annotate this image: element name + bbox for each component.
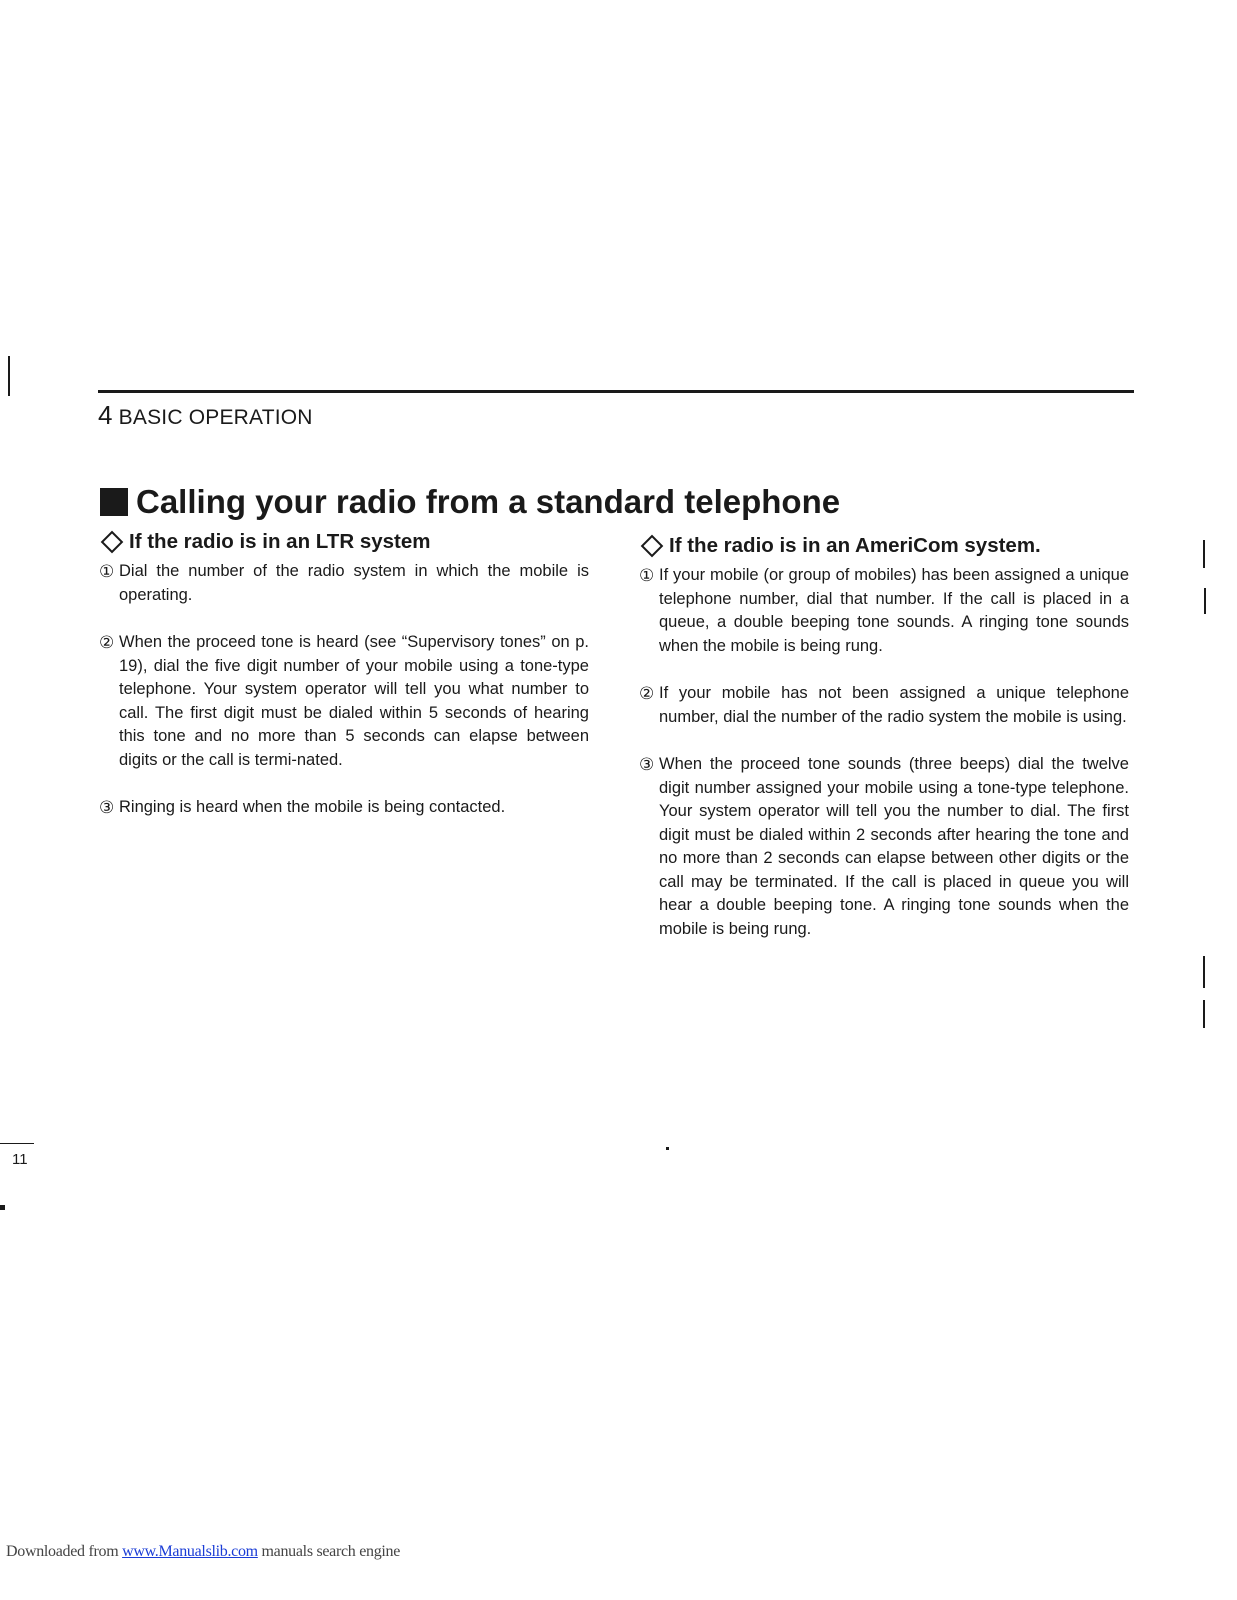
left-heading-text: If the radio is in an LTR system (129, 530, 431, 554)
scan-mark (666, 1147, 669, 1150)
header-rule (98, 390, 1134, 393)
page-number: 11 (12, 1151, 28, 1168)
item-number: ② (639, 684, 655, 703)
list-item (639, 682, 1129, 729)
chapter-header (98, 400, 313, 431)
item-number: ① (639, 566, 655, 585)
right-column-heading (639, 532, 1129, 560)
item-number: ① (99, 562, 115, 581)
footer-suffix: manuals search engine (257, 1543, 401, 1560)
right-column (639, 532, 1129, 965)
footer-prefix: Downloaded from (6, 1543, 123, 1560)
item-text: When the proceed tone is heard (see “Supervisory tones” on p. 19), dial the five digit number of your mobile using a tone-type telephone. Your system operator will tell you what number to call. The first digit must be dialed within 5 seconds of hearing this tone and no more than 5 seconds can elapse between digits or the call is termi-nated. (119, 633, 589, 769)
download-footer (6, 1543, 400, 1561)
scan-mark (8, 356, 10, 396)
item-text: If your mobile (or group of mobiles) has been assigned a unique telephone number, dial that number. If the call is placed in a queue, a double beeping tone sounds. A ringing tone sounds when the mobile is being rung. (659, 566, 1129, 655)
list-item (99, 631, 589, 772)
section-title-text: Calling your radio from a standard telephone (136, 483, 841, 520)
item-number: ③ (99, 798, 115, 817)
item-text: Ringing is heard when the mobile is being contacted. (119, 798, 506, 816)
right-heading-text: If the radio is in an AmeriCom system. (669, 534, 1041, 558)
left-column-heading (99, 528, 589, 556)
item-text: Dial the number of the radio system in which the mobile is operating. (119, 562, 589, 604)
item-text: When the proceed tone sounds (three beeps) dial the twelve digit number assigned your mobile using a tone-type telephone. Your system operator will tell you the number to dial. The first digit must be dialed within 2 seconds after hearing the tone and no more than 2 seconds can elapse between other digits or the call may be terminated. If the call is placed in queue you will hear a double beeping tone. A ringing tone sounds when the mobile is being rung. (659, 755, 1129, 938)
list-item (639, 564, 1129, 658)
scan-mark (0, 1205, 5, 1210)
scan-mark (1203, 1000, 1205, 1028)
chapter-title: BASIC OPERATION (118, 406, 313, 429)
manualslib-link[interactable]: www.Manualslib.com (122, 1543, 258, 1560)
item-number: ② (99, 633, 115, 652)
scan-mark (1203, 956, 1205, 988)
diamond-icon (101, 531, 124, 554)
left-column (99, 528, 589, 844)
item-text: If your mobile has not been assigned a unique telephone number, dial the number of the radio system the mobile is using. (659, 684, 1129, 726)
item-number: ③ (639, 755, 655, 774)
list-item (639, 753, 1129, 941)
section-title (100, 483, 840, 521)
scan-mark (1203, 540, 1205, 568)
diamond-icon (641, 535, 664, 558)
list-item (99, 796, 589, 820)
page-number-rule (0, 1143, 34, 1144)
list-item (99, 560, 589, 607)
chapter-number: 4 (98, 400, 113, 430)
scan-mark (1204, 588, 1206, 614)
filled-square-icon (100, 488, 128, 516)
